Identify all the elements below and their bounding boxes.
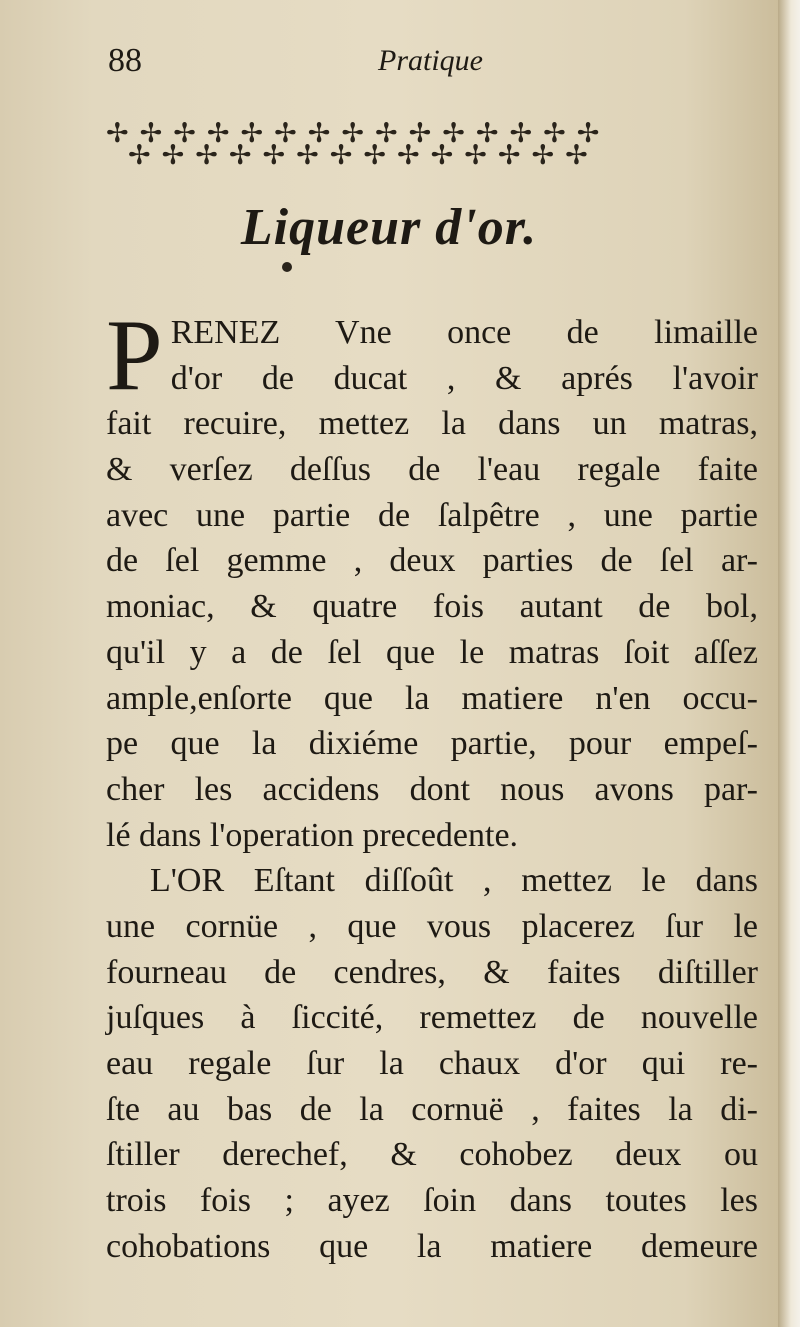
body-text <box>106 299 758 1269</box>
running-title: Pratique <box>378 44 483 77</box>
text-line: une cornüe , que vous placerez ſur le <box>106 907 758 945</box>
text-line: & verſez deſſus de l'eau regale faite <box>106 451 758 489</box>
paragraph-1 <box>106 299 758 858</box>
page-header <box>108 42 738 92</box>
section-title: Liqueur d'or. <box>240 199 538 256</box>
text-line: ample,enſorte que la matiere n'en occu- <box>106 679 758 717</box>
page-number: 88 <box>108 42 142 79</box>
text-line: qu'il y a de ſel que le matras ſoit aſſez <box>106 633 758 671</box>
page-edge <box>778 0 800 1327</box>
text-line: cohobations que la matiere demeure <box>106 1227 758 1265</box>
ornament-row-1: ✢✢✢✢✢✢✢✢✢✢✢✢✢✢✢ <box>106 118 611 148</box>
text-line: fait recuire, mettez la dans un matras, <box>106 405 758 443</box>
text-line: L'OR Eſtant diſſoût , mettez le dans <box>150 862 758 900</box>
text-line: ſtiller derechef, & cohobez deux ou <box>106 1136 758 1174</box>
text-line: de ſel gemme , deux parties de ſel ar- <box>106 542 758 580</box>
text-line: ſte au bas de la cornuë , faites la di- <box>106 1090 758 1128</box>
text-line: eau regale ſur la chaux d'or qui re- <box>106 1045 758 1082</box>
ink-dot <box>282 262 292 272</box>
text-line: d'or de ducat , & aprés l'avoir <box>170 359 758 397</box>
text-line: RENEZ Vne once de limaille <box>170 314 758 351</box>
text-line: lé dans l'operation precedente. <box>106 816 519 854</box>
ornament-row-2: ✢✢✢✢✢✢✢✢✢✢✢✢✢✢ <box>128 140 599 170</box>
text-line: pe que la dixiéme partie, pour empeſ- <box>106 725 758 763</box>
text-line: fourneau de cendres, & faites diſtiller <box>106 953 758 991</box>
text-line: avec une partie de ſalpêtre , une partie <box>106 496 758 534</box>
paragraph-2 <box>106 858 758 1269</box>
text-line: cher les accidens dont nous avons par- <box>106 770 758 808</box>
text-line: juſques à ſiccité, remettez de nouvelle <box>106 999 758 1037</box>
text-line: trois fois ; ayez ſoin dans toutes les <box>106 1182 758 1220</box>
text-line: moniac, & quatre fois autant de bol, <box>106 588 758 626</box>
drop-cap: P <box>106 299 163 412</box>
